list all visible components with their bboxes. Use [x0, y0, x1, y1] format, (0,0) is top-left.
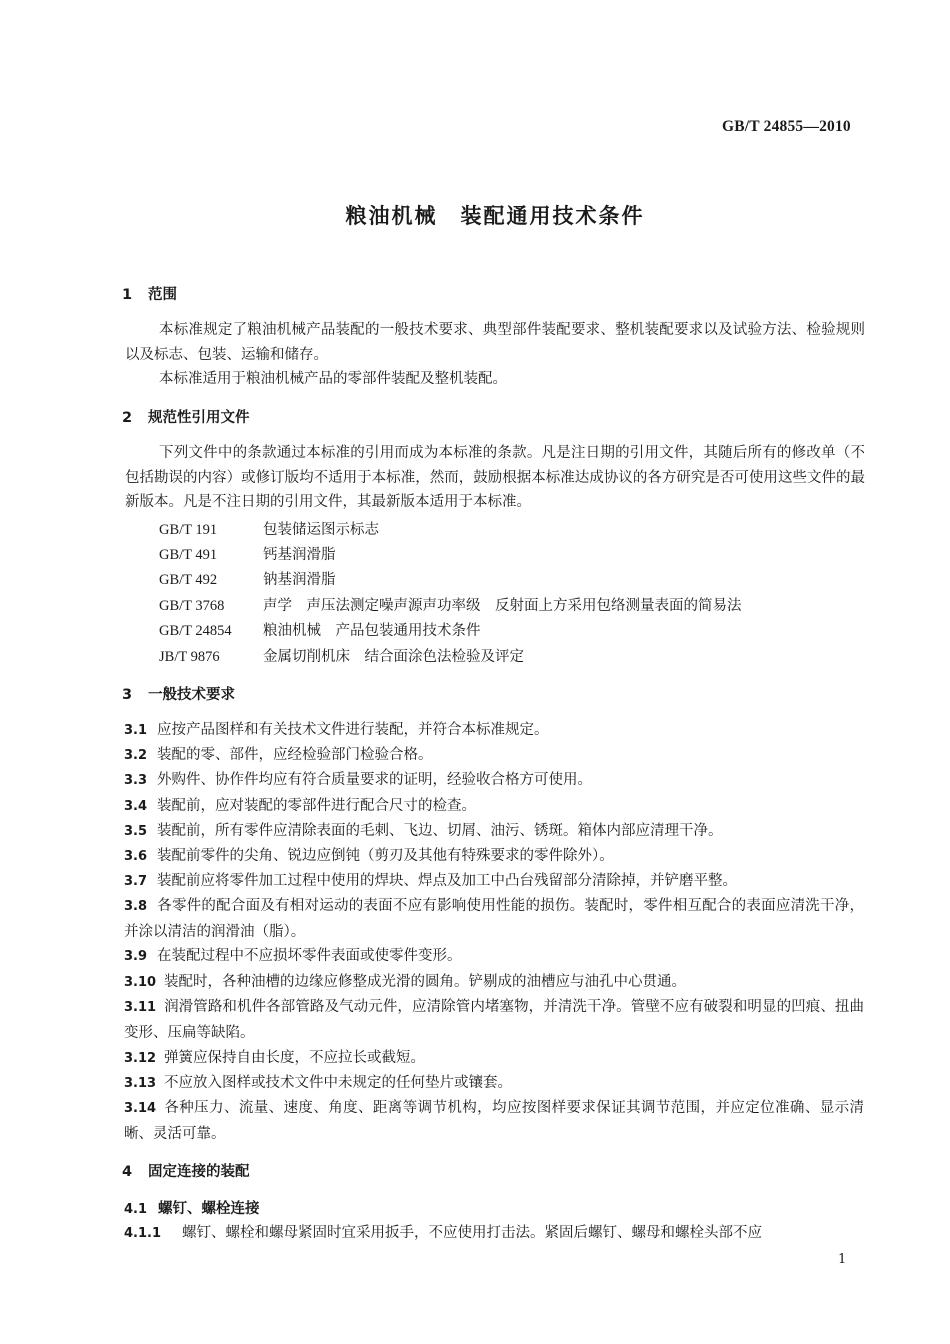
clause-number: 3.7: [124, 874, 148, 889]
clause-number: 3.9: [124, 949, 148, 964]
clause-text: 应按产品图样和有关技术文件进行装配，并符合本标准规定。: [157, 722, 549, 738]
clause-3-12: [124, 1046, 864, 1072]
reference-title: 金属切削机床 结合面涂色法检验及评定: [263, 649, 524, 665]
clause-text: 各种压力、流量、速度、角度、距离等调节机构，均应按图样要求保证其调节范围，并应定位准确、显示清晰、灵活可靠。: [124, 1100, 864, 1142]
section-title: 一般技术要求: [148, 687, 235, 703]
reference-item: [159, 518, 379, 539]
clause-text: 装配前应将零件加工过程中使用的焊块、焊点及加工中凸台残留部分清除掉，并铲磨平整。: [157, 873, 737, 889]
section-title: 固定连接的装配: [148, 1164, 250, 1180]
clause-number: 3.14: [124, 1101, 157, 1116]
section-2-heading: [122, 406, 250, 427]
reference-title: 包装储运图示标志: [263, 522, 379, 538]
section-1-heading: [122, 283, 177, 304]
reference-code: GB/T 24854: [159, 623, 232, 639]
section-number: 4: [122, 1164, 133, 1180]
clause-3-13: [124, 1071, 864, 1097]
reference-code: GB/T 492: [159, 572, 218, 588]
clause-number: 3.3: [124, 773, 148, 788]
reference-title: 钙基润滑脂: [263, 547, 336, 563]
section-1-paragraph-2: 本标准适用于粮油机械产品的零部件装配及整机装配。: [159, 371, 507, 387]
clause-3-5: [124, 819, 864, 845]
clause-number: 3.11: [124, 1000, 157, 1015]
clause-text: 在装配过程中不应损坏零件表面或使零件变形。: [157, 948, 462, 964]
clause-text: 装配时，各种油槽的边缘应修整成光滑的圆角。铲剔成的油槽应与油孔中心贯通。: [164, 974, 686, 990]
subsection-4-1-heading: [124, 1197, 260, 1218]
clause-text: 装配前零件的尖角、锐边应倒钝（剪刃及其他有特殊要求的零件除外）。: [157, 848, 614, 864]
reference-title: 声学 声压法测定噪声源声功率级 反射面上方采用包络测量表面的简易法: [263, 598, 742, 614]
section-2-paragraph-1: 下列文件中的条款通过本标准的引用而成为本标准的条款。凡是注日期的引用文件，其随后所有的修改单（不包括勘误的内容）或修订版均不适用于本标准，然而，鼓励根据本标准达成协议的各方研究是否可使用这些文件的最新版本。凡是不注日期的引用文件，其最新版本适用于本标准。: [125, 445, 865, 510]
reference-item: [159, 619, 481, 640]
clause-text: 各零件的配合面及有相对运动的表面不应有影响使用性能的损伤。装配时，零件相互配合的表面应清洗干净，并涂以清洁的润滑油（脂）。: [124, 898, 864, 940]
clause-3-9: [124, 944, 864, 970]
reference-item: [159, 645, 524, 666]
reference-item: [159, 543, 336, 564]
section-number: 3: [122, 687, 133, 703]
clause-3-4: [124, 794, 864, 820]
clause-number: 3.8: [124, 899, 148, 914]
page-number: 1: [838, 1252, 847, 1267]
clause-text: 装配前，应对装配的零部件进行配合尺寸的检查。: [157, 798, 476, 814]
clause-3-2: [124, 743, 864, 769]
clause-text: 螺钉、螺栓和螺母紧固时宜采用扳手，不应使用打击法。紧固后螺钉、螺母和螺栓头部不应: [182, 1225, 762, 1241]
clause-3-6: [124, 844, 864, 870]
clause-text: 不应放入图样或技术文件中未规定的任何垫片或镶套。: [164, 1075, 512, 1091]
clause-number: 3.1: [124, 723, 148, 738]
clause-number: 3.6: [124, 849, 148, 864]
reference-code: GB/T 191: [159, 522, 218, 538]
section-number: 2: [122, 410, 133, 426]
section-4-heading: [122, 1160, 250, 1181]
clause-4-1-1: [124, 1221, 864, 1247]
clause-text: 润滑管路和机件各部管路及气动元件，应清除管内堵塞物，并清洗干净。管壁不应有破裂和明显的凹痕、扭曲变形、压扁等缺陷。: [124, 999, 864, 1041]
section-number: 1: [122, 287, 133, 303]
reference-item: [159, 594, 742, 615]
reference-title: 钠基润滑脂: [263, 572, 336, 588]
clause-number: 3.2: [124, 748, 148, 763]
clause-3-11: [124, 995, 864, 1045]
reference-code: GB/T 3768: [159, 598, 225, 614]
clause-text: 装配的零、部件，应经检验部门检验合格。: [157, 747, 433, 763]
clause-3-3: [124, 768, 864, 794]
clause-number: 4.1.1: [124, 1226, 162, 1241]
subsection-number: 4.1: [124, 1202, 148, 1217]
reference-title: 粮油机械 产品包装通用技术条件: [263, 623, 481, 639]
clause-3-10: [124, 970, 864, 996]
clause-number: 3.13: [124, 1076, 157, 1091]
subsection-title: 螺钉、螺栓连接: [158, 1201, 260, 1217]
reference-item: [159, 568, 336, 589]
clause-text: 弹簧应保持自由长度，不应拉长或截短。: [164, 1050, 425, 1066]
clause-number: 3.5: [124, 824, 148, 839]
reference-code: JB/T 9876: [159, 649, 220, 665]
section-3-heading: [122, 683, 235, 704]
reference-code: GB/T 491: [159, 547, 218, 563]
section-1-paragraph-1: 本标准规定了粮油机械产品装配的一般技术要求、典型部件装配要求、整机装配要求以及试验方法、检验规则以及标志、包装、运输和储存。: [125, 322, 865, 363]
clause-number: 3.10: [124, 975, 157, 990]
section-title: 范围: [148, 287, 177, 303]
section-title: 规范性引用文件: [148, 410, 250, 426]
clause-number: 3.4: [124, 799, 148, 814]
clause-text: 外购件、协作件均应有符合质量要求的证明，经验收合格方可使用。: [157, 772, 592, 788]
clause-3-1: [124, 718, 864, 744]
document-title: 粮油机械 装配通用技术条件: [345, 204, 645, 228]
clause-3-7: [124, 869, 864, 895]
clause-text: 装配前，所有零件应清除表面的毛刺、飞边、切屑、油污、锈斑。箱体内部应清理干净。: [157, 823, 723, 839]
standard-code: GB/T 24855—2010: [722, 118, 851, 135]
clause-3-14: [124, 1096, 864, 1146]
clause-3-8: [124, 894, 864, 944]
clause-number: 3.12: [124, 1051, 157, 1066]
